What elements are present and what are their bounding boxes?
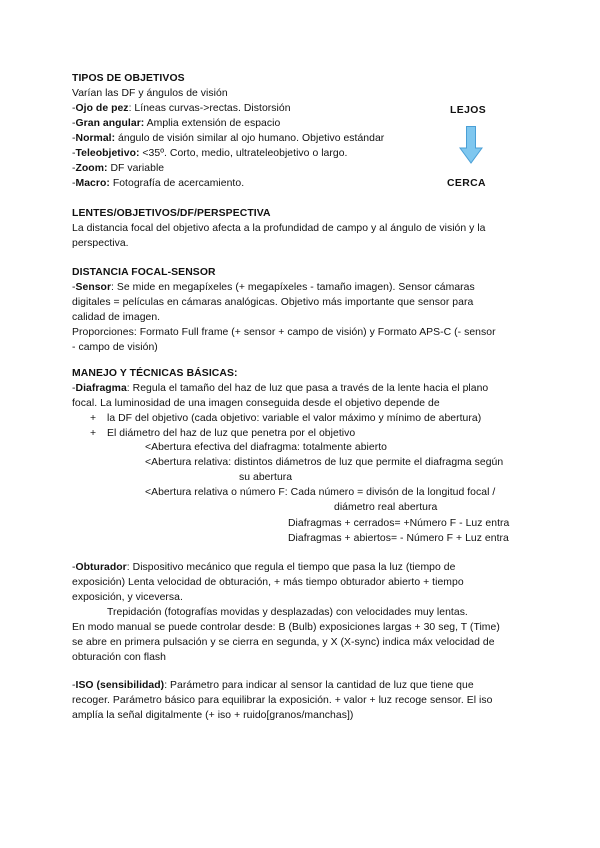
paragraph-line: Proporciones: Formato Full frame (+ sensor + campo de visión) y Formato APS-C (- sensor	[72, 327, 496, 338]
paragraph-line: exposición, y viceversa.	[72, 592, 183, 603]
bullet-item: El diámetro del haz de luz que penetra por el objetivo	[107, 428, 356, 439]
paragraph-line: Trepidación (fotografías movidas y desplazadas) con velocidades muy lentas.	[107, 607, 468, 618]
paragraph-line: -Diafragma: Regula el tamaño del haz de luz que pasa a través de la lente hacia el plano	[72, 383, 489, 394]
paragraph-line: se abre en primera pulsación y se cierra en segunda, y X (X-sync) indica máx velocidad de	[72, 637, 495, 648]
paragraph-line: -Sensor: Se mide en megapíxeles (+ megapíxeles - tamaño imagen). Sensor cámaras	[72, 282, 475, 293]
sub-item-continued: su abertura	[239, 472, 293, 483]
bullet-symbol: +	[90, 428, 97, 439]
sub-item-continued: diámetro real abertura	[334, 502, 438, 513]
paragraph-line: calidad de imagen.	[72, 312, 161, 323]
paragraph-line: obturación con flash	[72, 652, 166, 663]
paragraph-line: amplía la señal digitalmente (+ iso + ruido[granos/manchas])	[72, 710, 354, 721]
list-item: -Zoom: DF variable	[72, 163, 165, 174]
list-item: -Gran angular: Amplia extensión de espacio	[72, 118, 281, 129]
paragraph-line: -Obturador: Dispositivo mecánico que regula el tiempo que pasa la luz (tiempo de	[72, 562, 456, 573]
paragraph-line: recoger. Parámetro básico para equilibrar la exposición. + valor + luz recoge sensor. El iso	[72, 695, 493, 706]
subtitle: Varían las DF y ángulos de visión	[72, 88, 228, 99]
paragraph-line: digitales = películas en cámaras analógicas. Objetivo más importante que sensor para	[72, 297, 474, 308]
list-item: -Teleobjetivo: <35º. Corto, medio, ultrateleobjetivo o largo.	[72, 148, 348, 159]
section-title-lentes: LENTES/OBJETIVOS/DF/PERSPECTIVA	[72, 208, 271, 219]
rule-line: Diafragmas + abiertos= - Número F + Luz entra	[288, 533, 509, 544]
label-lejos: LEJOS	[450, 105, 487, 116]
paragraph-line: -ISO (sensibilidad): Parámetro para indicar al sensor la cantidad de luz que tiene que	[72, 680, 474, 691]
list-item: -Ojo de pez: Líneas curvas->rectas. Distorsión	[72, 103, 291, 114]
paragraph-line: - campo de visión)	[72, 342, 158, 353]
sub-item: <Abertura relativa: distintos diámetros de luz que permite el diafragma según	[145, 457, 504, 468]
bullet-symbol: +	[90, 413, 97, 424]
label-cerca: CERCA	[447, 178, 486, 189]
list-item: -Normal: ángulo de visión similar al ojo humano. Objetivo estándar	[72, 133, 385, 144]
paragraph-line: La distancia focal del objetivo afecta a la profundidad de campo y al ángulo de visión y la	[72, 223, 486, 234]
section-title-tipos-objetivos: TIPOS DE OBJETIVOS	[72, 73, 185, 84]
bullet-item: la DF del objetivo (cada objetivo: variable el valor máximo y mínimo de abertura)	[107, 413, 482, 424]
paragraph-line: focal. La luminosidad de una imagen conseguida desde el objetivo depende de	[72, 398, 440, 409]
paragraph-line: En modo manual se puede controlar desde: B (Bulb) exposiciones largas + 30 seg, T (Time)	[72, 622, 500, 633]
paragraph-line: exposición) Lenta velocidad de obturación, + más tiempo obturador abierto + tiempo	[72, 577, 464, 588]
section-title-distancia-focal: DISTANCIA FOCAL-SENSOR	[72, 267, 216, 278]
section-title-manejo: MANEJO Y TÉCNICAS BÁSICAS:	[72, 368, 238, 379]
sub-item: <Abertura relativa o número F: Cada número = divisón de la longitud focal /	[145, 487, 496, 498]
list-item: -Macro: Fotografía de acercamiento.	[72, 178, 245, 189]
down-arrow-icon	[459, 126, 483, 164]
paragraph-line: perspectiva.	[72, 238, 129, 249]
rule-line: Diafragmas + cerrados= +Número F - Luz entra	[288, 518, 510, 529]
sub-item: <Abertura efectiva del diafragma: totalmente abierto	[145, 442, 388, 453]
